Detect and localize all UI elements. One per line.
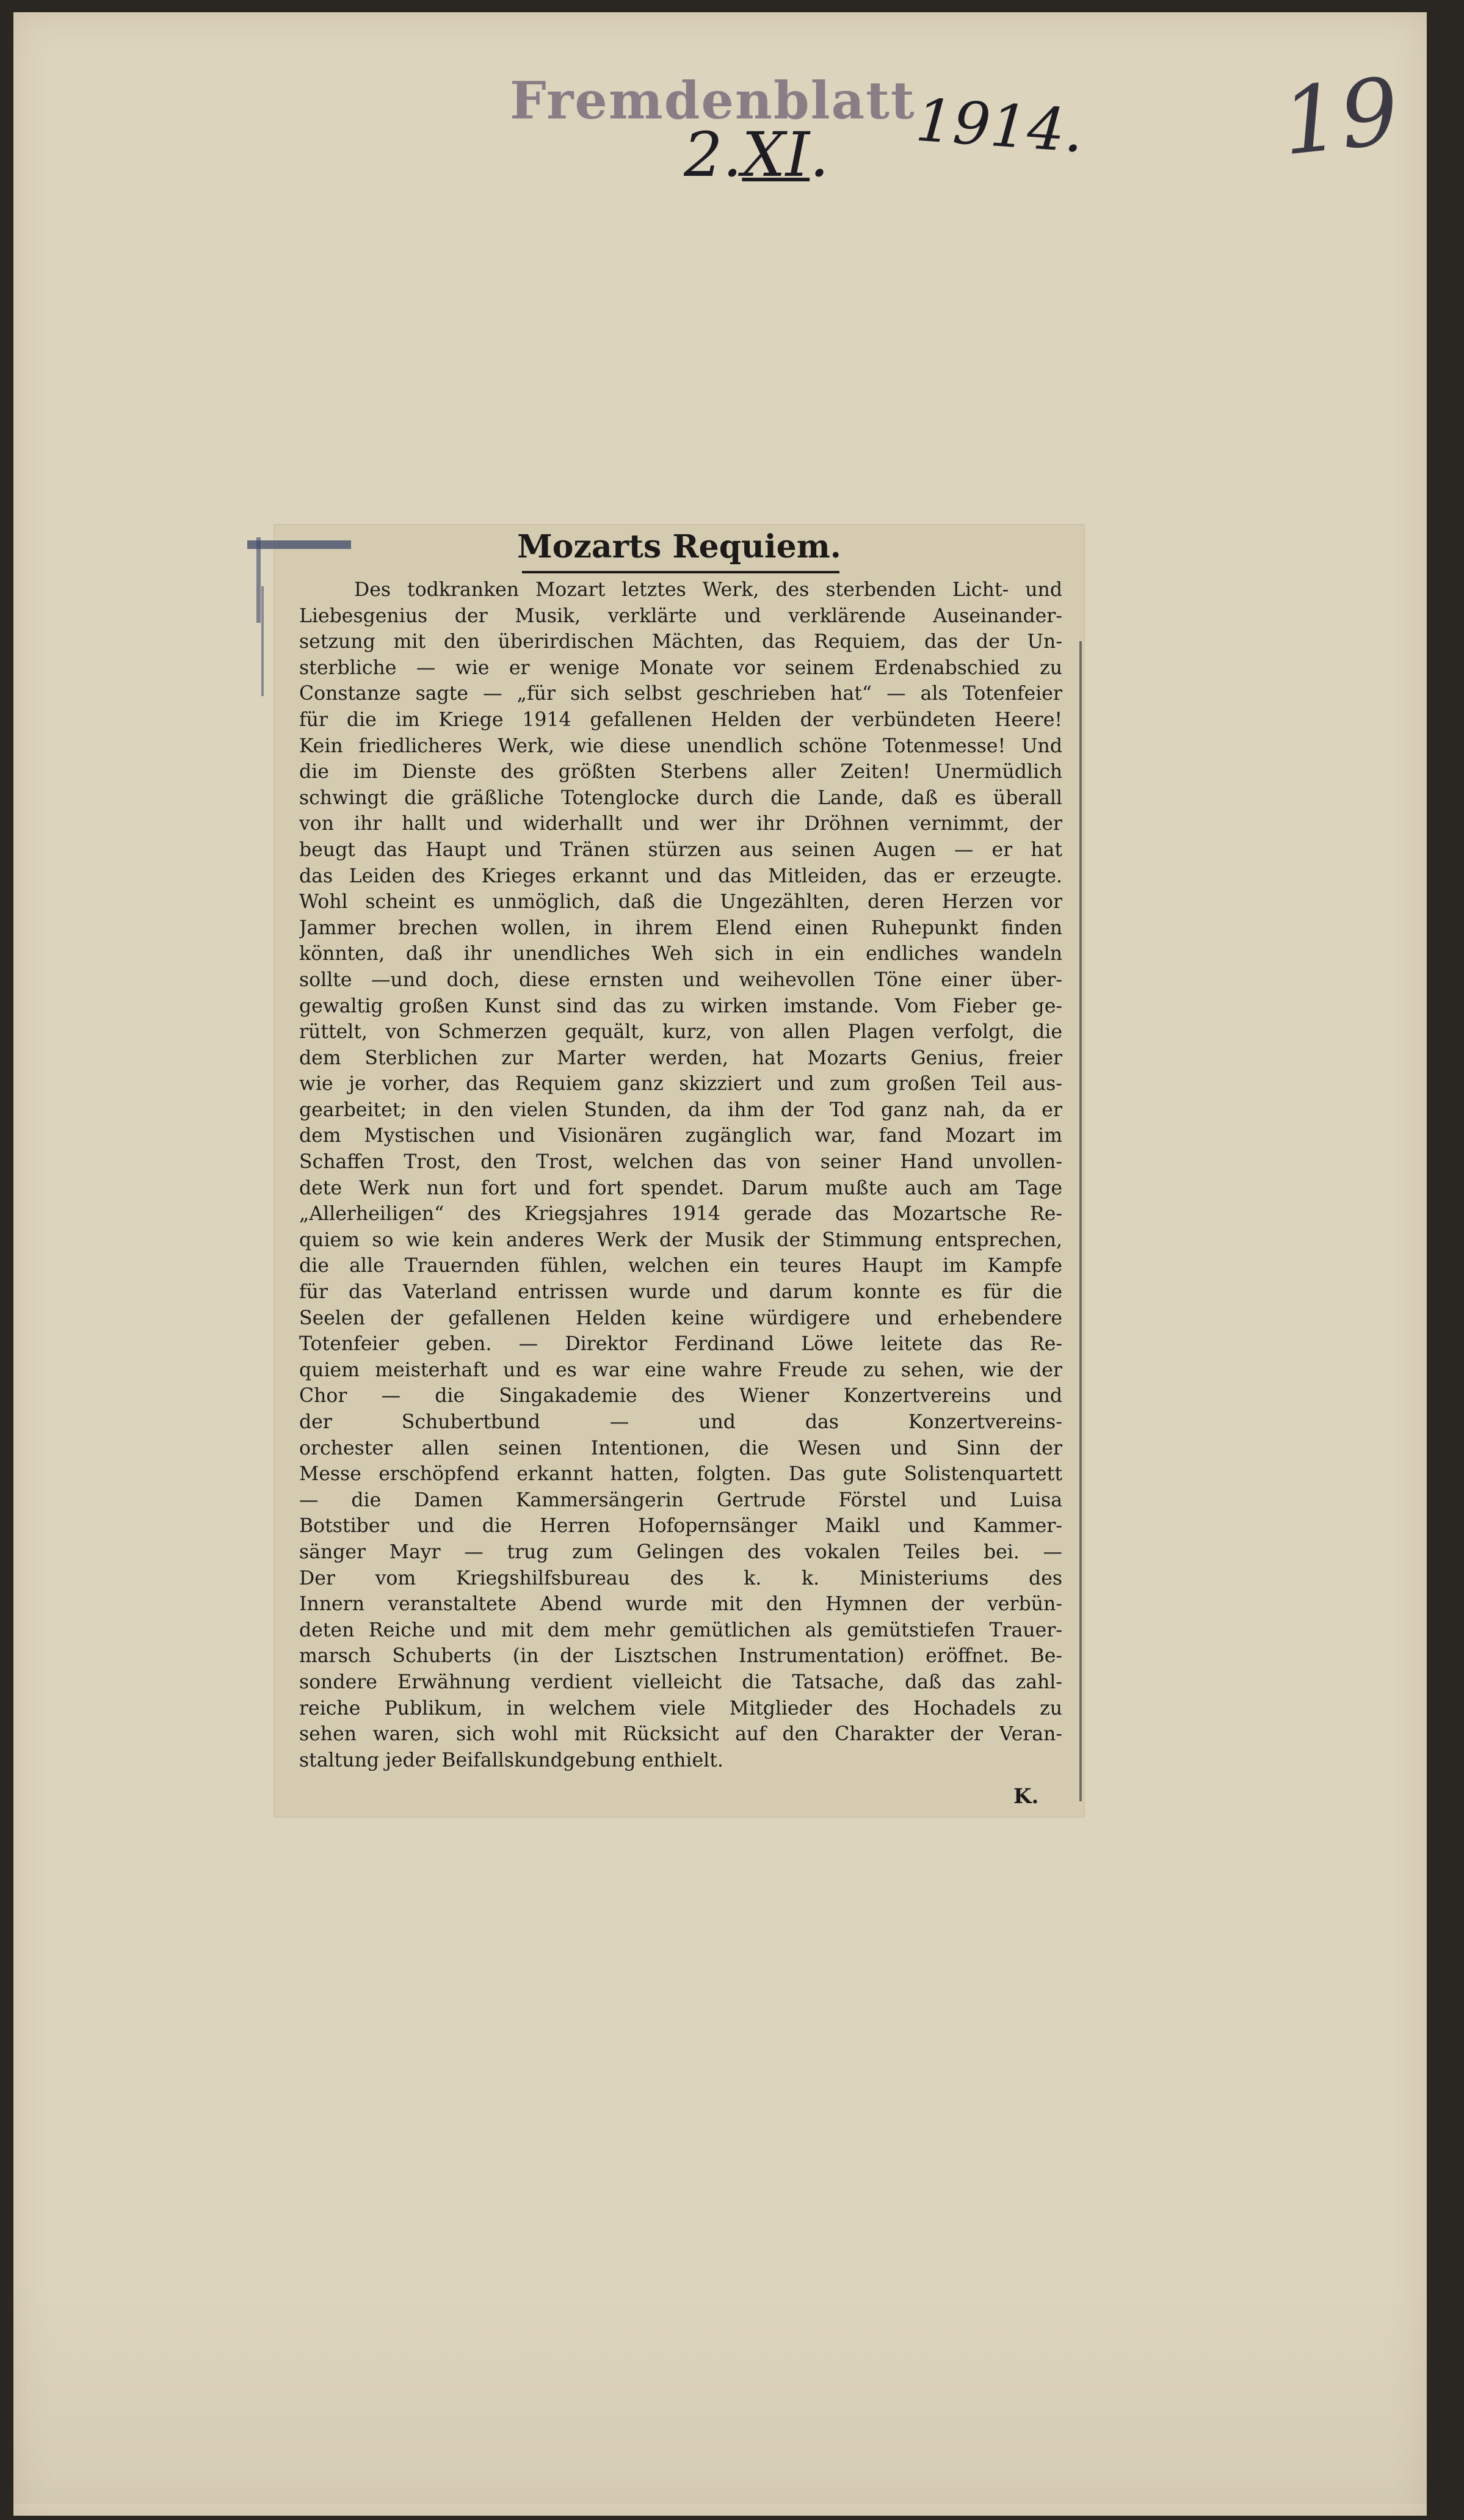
article-body bbox=[299, 577, 1062, 1773]
date-month: XI bbox=[742, 119, 810, 191]
article-line: Chor — die Singakademie des Wiener Konzertvereins und bbox=[299, 1385, 1062, 1407]
article-signature: K. bbox=[1013, 1784, 1039, 1809]
paper-shading bbox=[13, 2284, 1427, 2504]
article-line: schwingt die gräßliche Totenglocke durch die Lande, daß es überall bbox=[299, 786, 1062, 809]
article-line: Wohl scheint es unmöglich, daß die Ungezählten, deren Herzen vor bbox=[299, 891, 1062, 913]
newspaper-stamp: Fremdenblatt bbox=[510, 70, 916, 131]
blue-pencil-mark-vertical bbox=[256, 537, 261, 623]
article-line: wie je vorher, das Requiem ganz skizziert und zum großen Teil aus- bbox=[299, 1073, 1062, 1095]
article-line: Liebesgenius der Musik, verklärte und verklärende Auseinander- bbox=[299, 605, 1062, 627]
article-line: marsch Schuberts (in der Lisztschen Instrumentation) eröffnet. Be- bbox=[299, 1645, 1062, 1668]
handwritten-page-number: 19 bbox=[1277, 58, 1404, 176]
article-line: der Schubertbund — und das Konzertvereins- bbox=[299, 1411, 1062, 1433]
article-line: die im Dienste des größten Sterbens aller Zeiten! Unermüdlich bbox=[299, 761, 1062, 783]
article-line: „Allerheiligen“ des Kriegsjahres 1914 gerade das Mozartsche Re- bbox=[299, 1203, 1062, 1226]
article-line: könnten, daß ihr unendliches Weh sich in ein endliches wandeln bbox=[299, 943, 1062, 965]
article-line: Innern veranstaltete Abend wurde mit den Hymnen der verbün- bbox=[299, 1593, 1062, 1616]
article-line: Seelen der gefallenen Helden keine würdigere und erhebendere bbox=[299, 1307, 1062, 1329]
article-line: deten Reiche und mit dem mehr gemütlichen als gemütstiefen Trauer- bbox=[299, 1619, 1062, 1641]
column-rule bbox=[1079, 641, 1082, 1801]
article-line: Jammer brechen wollen, in ihrem Elend einen Ruhepunkt finden bbox=[299, 917, 1062, 939]
article-line: beugt das Haupt und Tränen stürzen aus seinen Augen — er hat bbox=[299, 838, 1062, 861]
article-line: gearbeitet; in den vielen Stunden, da ihm der Tod ganz nah, da er bbox=[299, 1098, 1062, 1121]
article-line: quiem meisterhaft und es war eine wahre Freude zu sehen, wie der bbox=[299, 1359, 1062, 1381]
date-trail: . bbox=[810, 119, 829, 191]
article-line: sehen waren, sich wohl mit Rücksicht auf den Charakter der Veran- bbox=[299, 1723, 1062, 1746]
article-line: reiche Publikum, in welchem viele Mitglieder des Hochadels zu bbox=[299, 1697, 1062, 1719]
article-line: staltung jeder Beifallskundgebung enthielt. bbox=[299, 1749, 723, 1771]
article-line: orchester allen seinen Intentionen, die Wesen und Sinn der bbox=[299, 1437, 1062, 1459]
article-title: Mozarts Requiem. bbox=[517, 528, 841, 565]
article-line: dete Werk nun fort und fort spendet. Darum mußte auch am Tage bbox=[299, 1177, 1062, 1199]
article-line: gewaltig großen Kunst sind das zu wirken imstande. Vom Fieber ge- bbox=[299, 995, 1062, 1017]
article-line: Kein friedlicheres Werk, wie diese unendlich schöne Totenmesse! Und bbox=[299, 735, 1062, 757]
handwritten-year: 1914. bbox=[913, 85, 1086, 166]
article-line: für das Vaterland entrissen wurde und darum konnte es für die bbox=[299, 1281, 1062, 1304]
blue-pencil-margin-line bbox=[261, 586, 264, 696]
article-line: sterbliche — wie er wenige Monate vor seinem Erdenabschied zu bbox=[299, 656, 1062, 679]
article-line: sondere Erwähnung verdient vielleicht die Tatsache, daß das zahl- bbox=[299, 1671, 1062, 1693]
title-underline bbox=[522, 571, 839, 573]
article-line: — die Damen Kammersängerin Gertrude Förstel und Luisa bbox=[299, 1489, 1062, 1511]
article-line: die alle Trauernden fühlen, welchen ein teures Haupt im Kampfe bbox=[299, 1255, 1062, 1277]
article-line: Botstiber und die Herren Hofopernsänger Maikl und Kammer- bbox=[299, 1515, 1062, 1538]
article-line: sänger Mayr — trug zum Gelingen des vokalen Teiles bei. — bbox=[299, 1541, 1062, 1563]
article-line: Messe erschöpfend erkannt hatten, folgten. Das gute Solistenquartett bbox=[299, 1463, 1062, 1486]
article-line: sollte —und doch, diese ernsten und weihevollen Töne einer über- bbox=[299, 968, 1062, 991]
article-line: setzung mit den überirdischen Mächten, das Requiem, das der Un- bbox=[299, 631, 1062, 653]
article-line: von ihr hallt und widerhallt und wer ihr Dröhnen vernimmt, der bbox=[299, 813, 1062, 835]
article-line: dem Sterblichen zur Marter werden, hat Mozarts Genius, freier bbox=[299, 1047, 1062, 1069]
article-line: für die im Kriege 1914 gefallenen Helden der verbündeten Heere! bbox=[299, 708, 1062, 731]
handwritten-date bbox=[684, 119, 829, 191]
article-line: Totenfeier geben. — Direktor Ferdinand Löwe leitete das Re- bbox=[299, 1333, 1062, 1356]
article-line: Des todkranken Mozart letztes Werk, des sterbenden Licht- und bbox=[354, 579, 1062, 601]
article-line: rüttelt, von Schmerzen gequält, kurz, von allen Plagen verfolgt, die bbox=[299, 1021, 1062, 1044]
article-line: Constanze sagte — „für sich selbst geschrieben hat“ — als Totenfeier bbox=[299, 683, 1062, 705]
article-line: Der vom Kriegshilfsbureau des k. k. Ministeriums des bbox=[299, 1567, 1062, 1589]
article-line: quiem so wie kein anderes Werk der Musik der Stimmung entsprechen, bbox=[299, 1229, 1062, 1251]
date-day: 2. bbox=[684, 119, 742, 191]
article-line: das Leiden des Krieges erkannt und das Mitleiden, das er erzeugte. bbox=[299, 865, 1062, 887]
article-line: dem Mystischen und Visionären zugänglich war, fand Mozart im bbox=[299, 1125, 1062, 1147]
article-line: Schaffen Trost, den Trost, welchen das von seiner Hand unvollen- bbox=[299, 1151, 1062, 1174]
